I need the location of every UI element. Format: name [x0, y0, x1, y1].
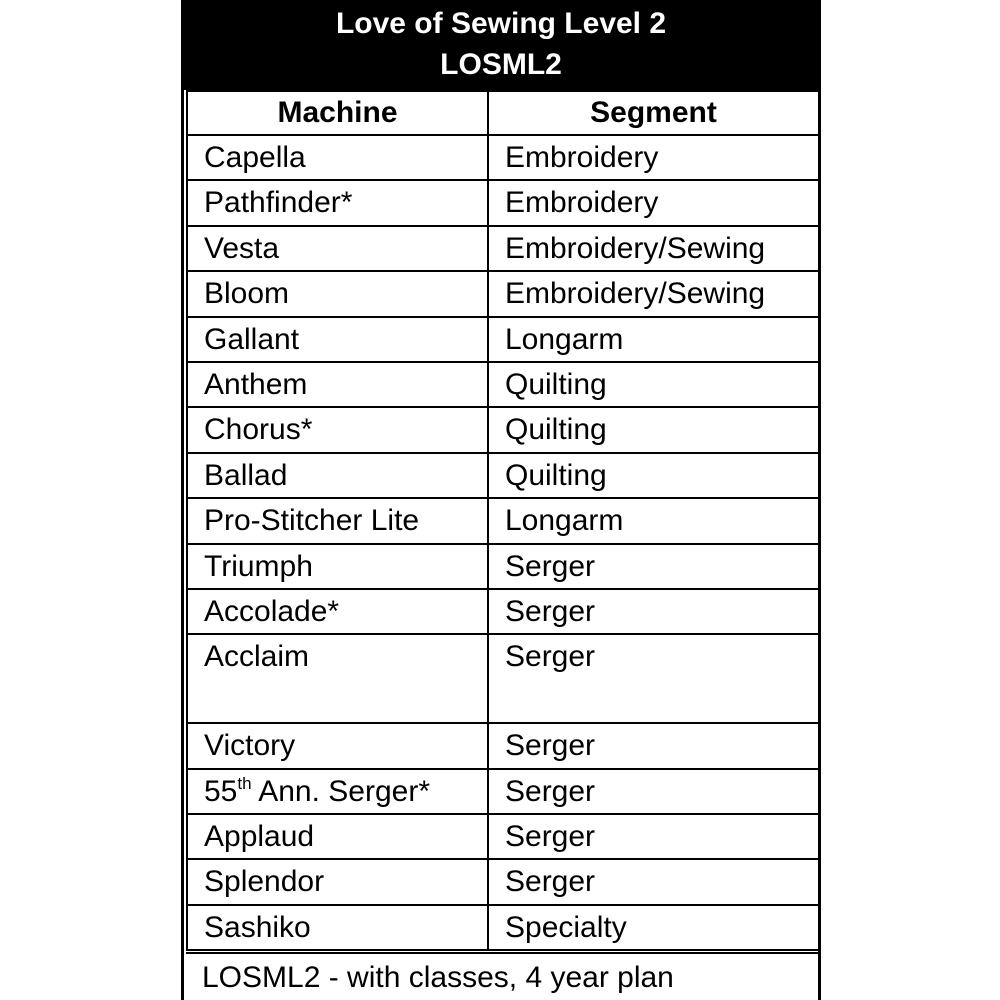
segment-cell: Longarm	[488, 317, 819, 362]
table-row	[187, 407, 819, 452]
machine-cell: Anthem	[187, 362, 488, 407]
table-row	[187, 453, 819, 498]
machine-cell: Accolade*	[187, 589, 488, 634]
machine-cell: Vesta	[187, 226, 488, 271]
machine-segment-table	[186, 90, 820, 951]
machine-cell: Ballad	[187, 453, 488, 498]
machine-cell	[187, 769, 488, 814]
segment-cell: Serger	[488, 589, 819, 634]
segment-cell: Embroidery/Sewing	[488, 226, 819, 271]
program-code: LOSML2	[440, 48, 562, 81]
machine-cell: Capella	[187, 135, 488, 180]
table-row	[187, 859, 819, 904]
segment-cell: Serger	[488, 859, 819, 904]
segment-cell: Quilting	[488, 407, 819, 452]
ordinal-suffix: th	[237, 773, 252, 793]
table-row	[187, 180, 819, 225]
table-row	[187, 226, 819, 271]
column-header-segment: Segment	[488, 91, 819, 135]
table-row	[187, 317, 819, 362]
machine-list-sheet	[181, 0, 821, 1000]
table-row	[187, 544, 819, 589]
table-row	[187, 589, 819, 634]
plan-footnote: LOSML2 - with classes, 4 year plan	[186, 952, 818, 1000]
segment-cell: Serger	[488, 723, 819, 768]
machine-name-suffix: Ann. Serger*	[251, 774, 431, 808]
segment-cell: Serger	[488, 634, 819, 723]
machine-cell: Chorus*	[187, 407, 488, 452]
segment-cell: Serger	[488, 814, 819, 859]
page-title: Love of Sewing Level 2	[335, 7, 667, 40]
machine-cell: Pathfinder*	[187, 180, 488, 225]
table-row	[187, 498, 819, 543]
table-row	[187, 723, 819, 768]
machine-name-prefix: 55	[204, 774, 238, 808]
column-header-machine: Machine	[187, 91, 488, 135]
machine-cell: Victory	[187, 723, 488, 768]
machine-cell: Pro-Stitcher Lite	[187, 498, 488, 543]
table-row	[187, 135, 819, 180]
table-row	[187, 814, 819, 859]
machine-cell: Acclaim	[187, 634, 488, 723]
segment-cell: Quilting	[488, 453, 819, 498]
segment-cell: Embroidery/Sewing	[488, 271, 819, 316]
table-row	[187, 634, 819, 723]
segment-cell: Specialty	[488, 905, 819, 950]
table-row	[187, 271, 819, 316]
table-header-row	[187, 91, 819, 135]
segment-cell: Longarm	[488, 498, 819, 543]
machine-cell: Applaud	[187, 814, 488, 859]
machine-cell: Sashiko	[187, 905, 488, 950]
segment-cell: Quilting	[488, 362, 819, 407]
segment-cell: Embroidery	[488, 135, 819, 180]
machine-cell: Gallant	[187, 317, 488, 362]
machine-cell: Triumph	[187, 544, 488, 589]
title-bar	[184, 0, 818, 90]
machine-cell: Splendor	[187, 859, 488, 904]
segment-cell: Embroidery	[488, 180, 819, 225]
table-row	[187, 905, 819, 950]
segment-cell: Serger	[488, 769, 819, 814]
machine-cell: Bloom	[187, 271, 488, 316]
table-row	[187, 362, 819, 407]
segment-cell: Serger	[488, 544, 819, 589]
table-row	[187, 769, 819, 814]
